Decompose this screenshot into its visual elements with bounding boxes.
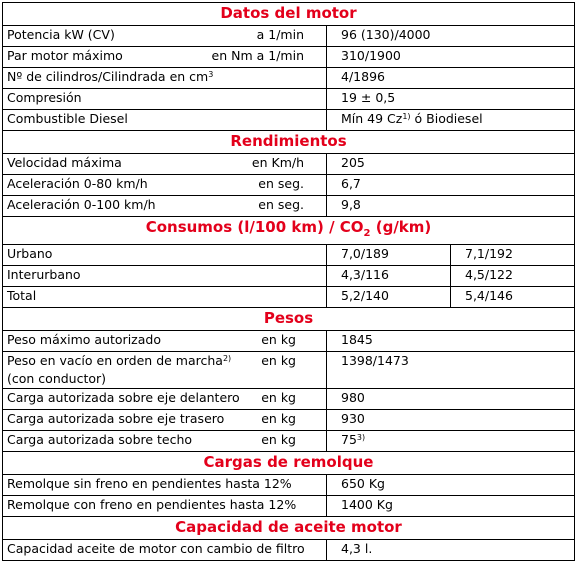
- table-row: [3, 266, 575, 287]
- row-label-cell: Carga autorizada sobre eje trasero en kg: [3, 410, 327, 431]
- table-row: [3, 68, 575, 89]
- row-value: 9,8: [327, 196, 575, 217]
- row-value-1: 7,0/189: [327, 245, 451, 266]
- row-label: Interurbano: [3, 266, 327, 287]
- row-label: Urbano: [3, 245, 327, 266]
- row-value: 4/1896: [327, 68, 575, 89]
- section-header-row: [3, 131, 575, 154]
- row-label-cell: Par motor máximo en Nm a 1/min: [3, 47, 327, 68]
- table-row: [3, 154, 575, 175]
- row-label: Combustible Diesel: [3, 110, 327, 131]
- section-title-aceite: Capacidad de aceite motor: [3, 517, 575, 540]
- row-label-cell: Nº de cilindros/Cilindrada en $cm^3$: [3, 68, 327, 89]
- row-value: 1400 Kg: [327, 496, 575, 517]
- table-row: [3, 410, 575, 431]
- table-row: [3, 110, 575, 131]
- table-row: [3, 431, 575, 452]
- row-value-cell: 75$^{3)}$: [327, 431, 575, 452]
- row-value: 650 Kg: [327, 475, 575, 496]
- row-value: 19 ± 0,5: [327, 89, 575, 110]
- technical-data-sheet: [2, 2, 574, 561]
- table-row: [3, 287, 575, 308]
- row-value-1: 5,2/140: [327, 287, 451, 308]
- specs-table: [2, 2, 575, 561]
- row-label: Capacidad aceite de motor con cambio de filtro: [3, 540, 327, 561]
- row-value: 1845: [327, 331, 575, 352]
- row-value-cell: Mín 49 Cz$^{1)}$ ó Biodiesel: [327, 110, 575, 131]
- section-header-row: [3, 308, 575, 331]
- table-row: [3, 196, 575, 217]
- row-value-2: 7,1/192: [451, 245, 575, 266]
- row-value: 980: [327, 389, 575, 410]
- row-label: Total: [3, 287, 327, 308]
- table-row: [3, 475, 575, 496]
- row-value-1: 4,3/116: [327, 266, 451, 287]
- row-label-cell: Peso en vacío en orden de marcha$^{2)}$ (con conductor) en kg: [3, 352, 327, 389]
- table-row: [3, 540, 575, 561]
- row-label-cell: Carga autorizada sobre eje delantero en kg: [3, 389, 327, 410]
- table-row: [3, 47, 575, 68]
- table-row: [3, 496, 575, 517]
- table-row: [3, 331, 575, 352]
- table-row: [3, 352, 575, 389]
- row-value: 205: [327, 154, 575, 175]
- row-label-cell: Potencia kW (CV) a 1/min: [3, 26, 327, 47]
- row-label: Compresión: [3, 89, 327, 110]
- section-header-row: [3, 517, 575, 540]
- section-header-row: [3, 452, 575, 475]
- section-header-row: [3, 217, 575, 245]
- row-value: 930: [327, 410, 575, 431]
- table-row: [3, 89, 575, 110]
- row-value: 310/1900: [327, 47, 575, 68]
- row-value-2: 4,5/122: [451, 266, 575, 287]
- section-title-motor: Datos del motor: [3, 3, 575, 26]
- row-label-cell: Aceleración 0-100 km/h en seg.: [3, 196, 327, 217]
- row-value: 6,7: [327, 175, 575, 196]
- section-title-rendimientos: Rendimientos: [3, 131, 575, 154]
- row-label: Remolque sin freno en pendientes hasta 12%: [3, 475, 327, 496]
- row-label-cell: Aceleración 0-80 km/h en seg.: [3, 175, 327, 196]
- table-row: [3, 26, 575, 47]
- table-row: [3, 175, 575, 196]
- section-title-pesos: Pesos: [3, 308, 575, 331]
- row-label-cell: Peso máximo autorizado en kg: [3, 331, 327, 352]
- table-row: [3, 245, 575, 266]
- section-title-remolque: Cargas de remolque: [3, 452, 575, 475]
- row-value: 96 (130)/4000: [327, 26, 575, 47]
- row-value-2: 5,4/146: [451, 287, 575, 308]
- row-value: 1398/1473: [327, 352, 575, 389]
- row-label: Remolque con freno en pendientes hasta 12%: [3, 496, 327, 517]
- section-header-row: [3, 3, 575, 26]
- section-title-consumos: Consumos (l/100 $km) / CO_2$ (g/km): [3, 217, 575, 245]
- row-value: 4,3 l.: [327, 540, 575, 561]
- row-label-cell: Carga autorizada sobre techo en kg: [3, 431, 327, 452]
- table-row: [3, 389, 575, 410]
- row-label-cell: Velocidad máxima en Km/h: [3, 154, 327, 175]
